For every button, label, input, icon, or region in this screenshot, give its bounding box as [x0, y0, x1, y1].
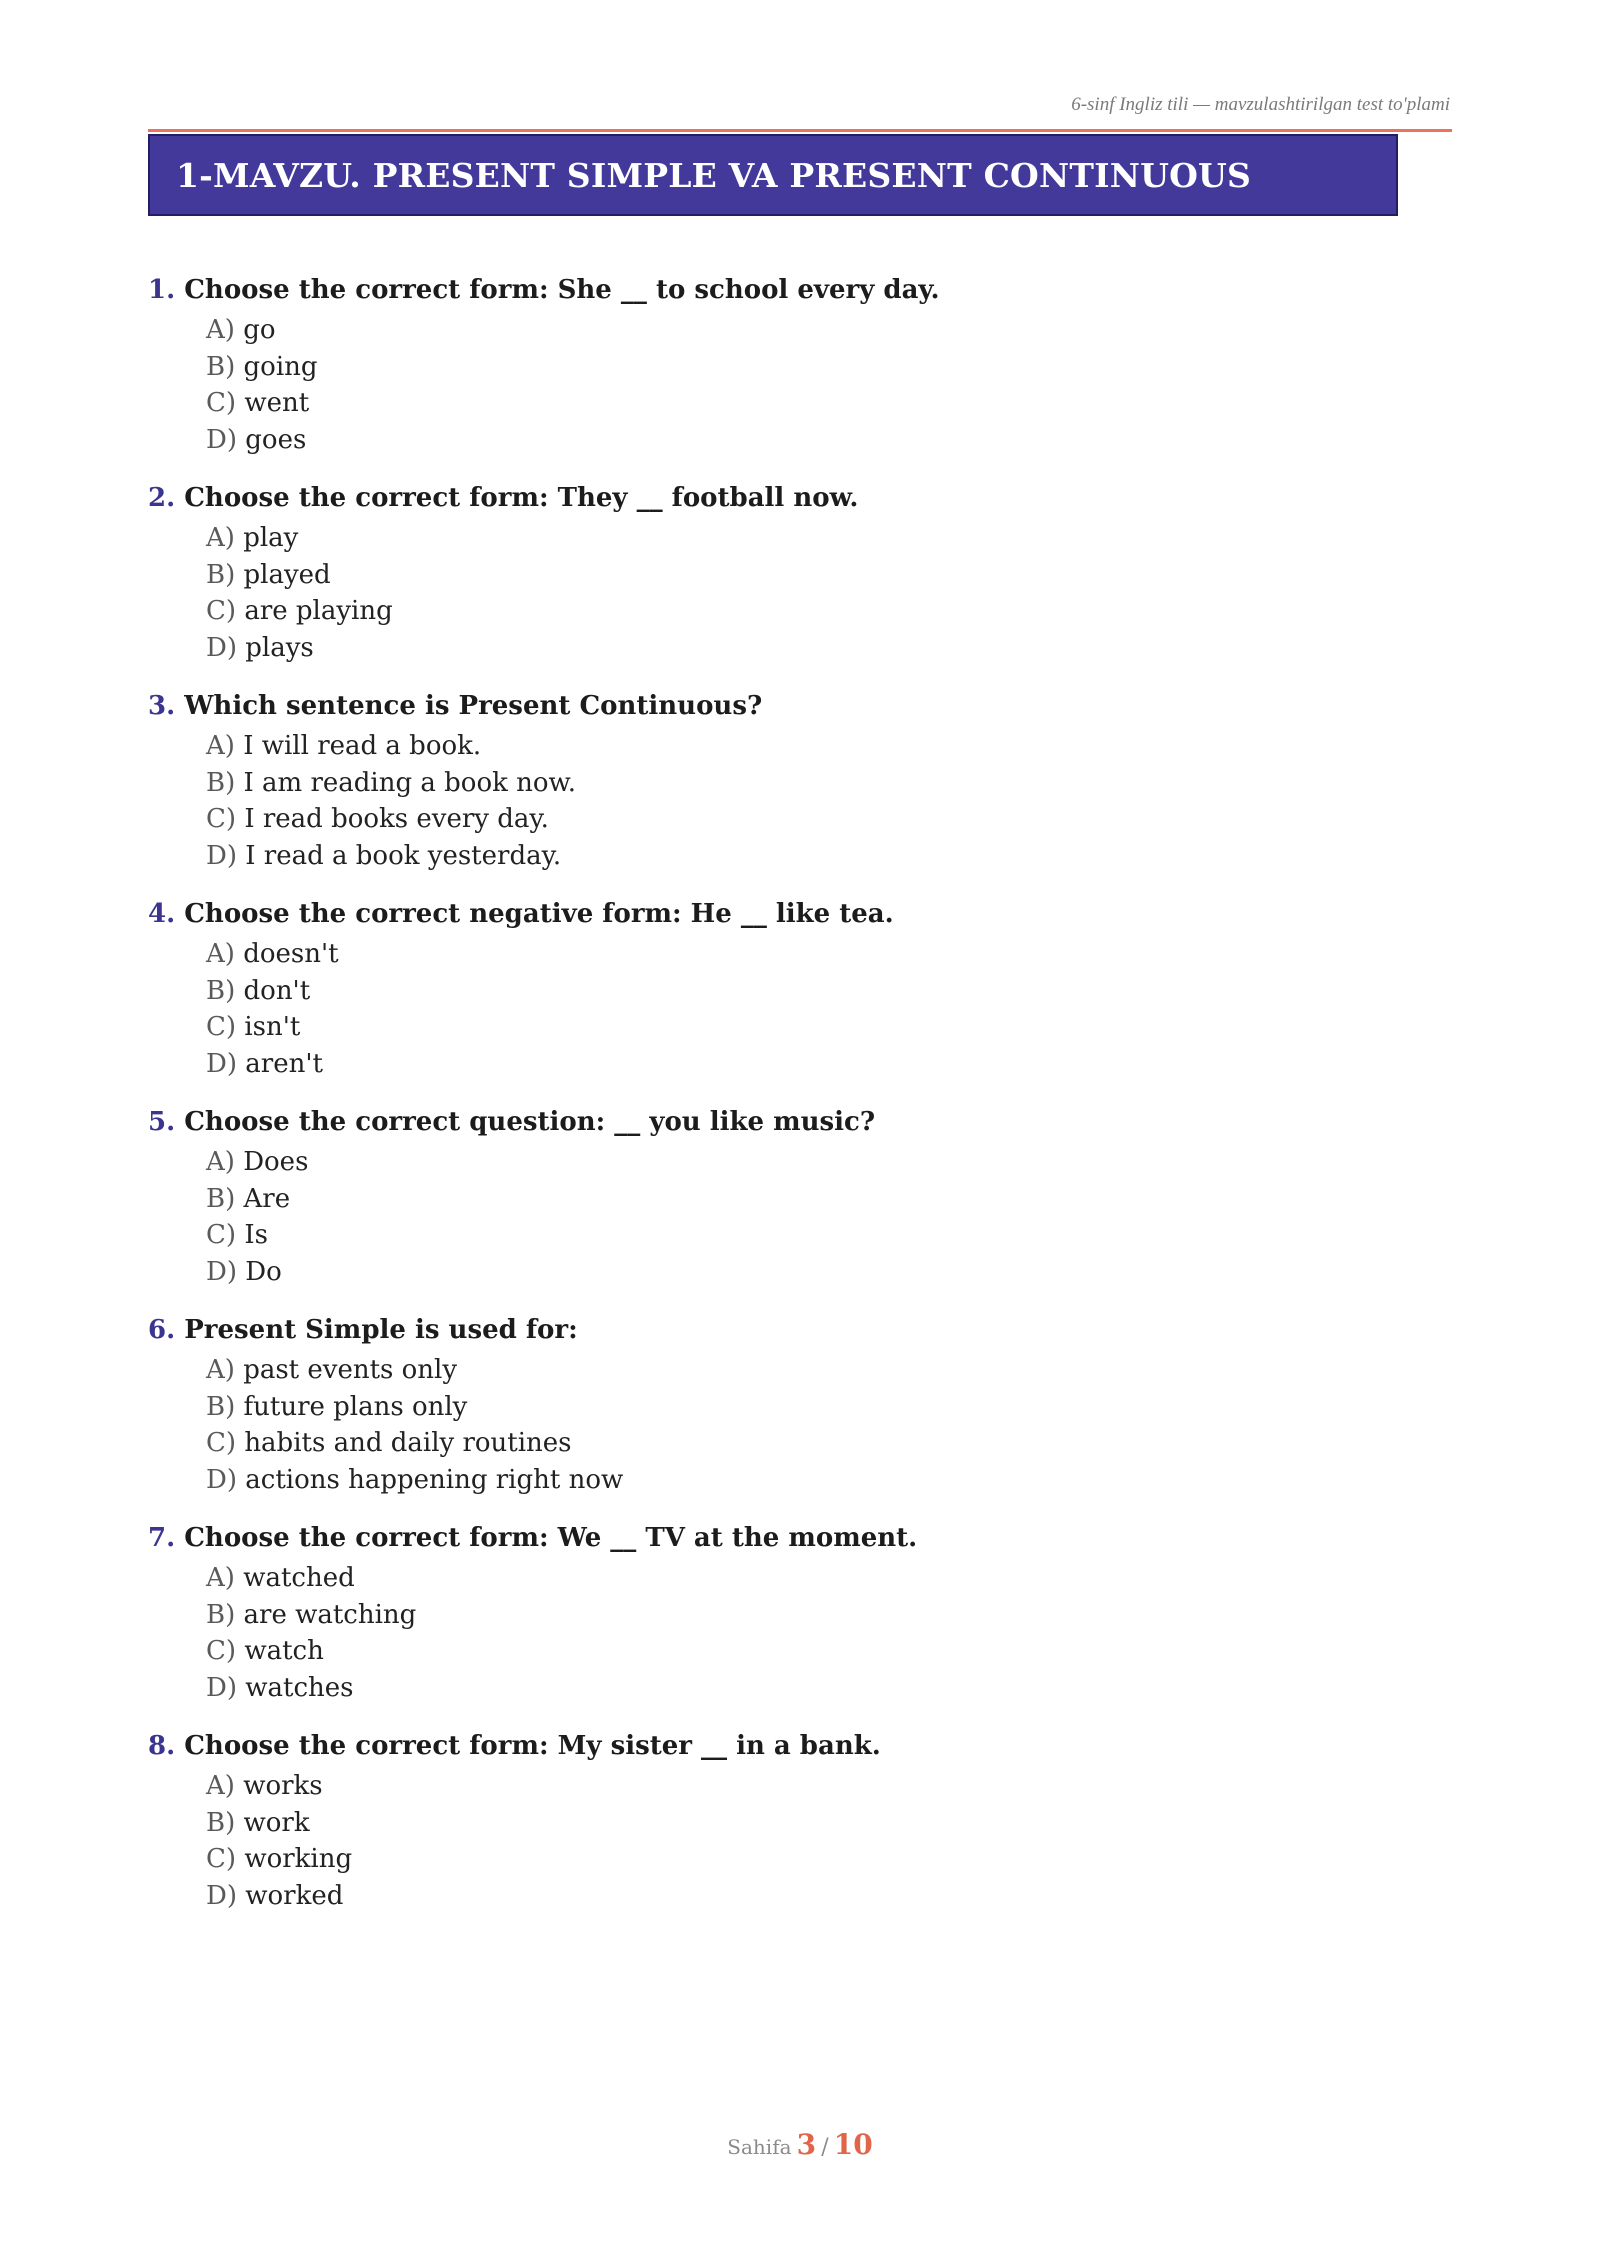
option-text: go: [243, 315, 276, 345]
question-list: [148, 268, 1398, 1932]
option-list: [148, 1352, 1398, 1498]
running-header: 6-sinf Ingliz tili — mavzulashtirilgan test to'plami: [1071, 94, 1450, 115]
option-text: are watching: [243, 1599, 417, 1630]
option-letter: D): [206, 840, 237, 871]
option-text: played: [243, 559, 331, 590]
option-letter: A): [206, 1563, 235, 1593]
option-text: play: [243, 523, 299, 553]
option-a: [206, 1144, 1398, 1181]
option-letter: B): [206, 1599, 236, 1630]
header-divider: [148, 129, 1452, 132]
question-2: [148, 476, 1398, 684]
option-a: [206, 1352, 1398, 1389]
option-letter: C): [206, 1636, 237, 1667]
question-7: [148, 1516, 1398, 1724]
option-letter: D): [206, 1256, 237, 1287]
option-text: watches: [245, 1672, 354, 1703]
option-letter: B): [206, 1807, 236, 1838]
option-d: [206, 1462, 1398, 1499]
option-c: [206, 1841, 1398, 1878]
option-b: [206, 1597, 1398, 1634]
question-6: [148, 1308, 1398, 1516]
question-text: Choose the correct question: __ you like music?: [184, 1107, 876, 1137]
question-number: 5.: [148, 1107, 176, 1137]
question-number: 3.: [148, 691, 176, 721]
option-a: [206, 520, 1398, 557]
option-c: [206, 1009, 1398, 1046]
option-letter: C): [206, 596, 237, 627]
option-letter: B): [206, 559, 236, 590]
question-number: 7.: [148, 1523, 176, 1553]
option-letter: D): [206, 1672, 237, 1703]
question-number: 2.: [148, 483, 176, 513]
option-letter: C): [206, 1220, 237, 1251]
option-b: [206, 1181, 1398, 1218]
option-text: working: [244, 1844, 353, 1875]
option-text: Is: [244, 1220, 268, 1251]
option-text: plays: [245, 632, 314, 663]
option-text: watch: [244, 1636, 324, 1667]
option-letter: C): [206, 1428, 237, 1459]
question-text: Choose the correct form: She __ to school every day.: [184, 275, 940, 305]
option-letter: A): [206, 523, 235, 553]
option-text: I read books every day.: [244, 804, 549, 835]
option-a: [206, 1768, 1398, 1805]
question-stem: [148, 476, 1398, 520]
option-b: [206, 557, 1398, 594]
option-b: [206, 1805, 1398, 1842]
option-b: [206, 349, 1398, 386]
option-text: are playing: [244, 596, 393, 627]
option-letter: A): [206, 315, 235, 345]
option-text: I am reading a book now.: [243, 767, 576, 798]
option-a: [206, 312, 1398, 349]
option-letter: A): [206, 1355, 235, 1385]
option-b: [206, 765, 1398, 802]
question-stem: [148, 892, 1398, 936]
option-c: [206, 1633, 1398, 1670]
option-c: [206, 801, 1398, 838]
option-d: [206, 1254, 1398, 1291]
option-text: work: [243, 1807, 310, 1838]
current-page-number: 3: [796, 2128, 817, 2161]
option-text: going: [243, 351, 318, 382]
option-text: Are: [243, 1183, 291, 1214]
topic-title: 1-MAVZU. PRESENT SIMPLE VA PRESENT CONTINUOUS: [176, 155, 1252, 195]
question-text: Present Simple is used for:: [184, 1315, 578, 1345]
option-letter: C): [206, 1012, 237, 1043]
option-text: works: [243, 1771, 323, 1801]
total-pages: 10: [833, 2128, 873, 2161]
option-d: [206, 1046, 1398, 1083]
option-text: isn't: [244, 1012, 301, 1043]
page-footer: [0, 2128, 1600, 2161]
option-text: past events only: [243, 1355, 458, 1385]
option-list: [148, 936, 1398, 1082]
option-a: [206, 936, 1398, 973]
option-text: went: [244, 388, 310, 419]
question-number: 4.: [148, 899, 176, 929]
option-d: [206, 630, 1398, 667]
topic-title-banner: [148, 134, 1398, 216]
question-text: Choose the correct form: They __ football now.: [184, 483, 859, 513]
option-text: I will read a book.: [243, 731, 482, 761]
question-stem: [148, 1100, 1398, 1144]
question-text: Choose the correct form: We __ TV at the moment.: [184, 1523, 918, 1553]
question-stem: [148, 1724, 1398, 1768]
option-letter: D): [206, 1464, 237, 1495]
question-stem: [148, 268, 1398, 312]
option-letter: A): [206, 1147, 235, 1177]
option-letter: D): [206, 424, 237, 455]
option-list: [148, 312, 1398, 458]
option-d: [206, 1878, 1398, 1915]
option-text: aren't: [245, 1048, 323, 1079]
option-text: don't: [243, 975, 311, 1006]
option-letter: B): [206, 1391, 236, 1422]
option-letter: B): [206, 1183, 236, 1214]
option-b: [206, 1389, 1398, 1426]
option-letter: C): [206, 388, 237, 419]
option-text: doesn't: [243, 939, 339, 969]
question-text: Which sentence is Present Continuous?: [184, 691, 763, 721]
question-5: [148, 1100, 1398, 1308]
question-3: [148, 684, 1398, 892]
option-c: [206, 1425, 1398, 1462]
option-text: I read a book yesterday.: [245, 840, 562, 871]
option-letter: D): [206, 1880, 237, 1911]
option-text: future plans only: [243, 1391, 468, 1422]
question-stem: [148, 684, 1398, 728]
page-separator: /: [821, 2135, 829, 2160]
option-list: [148, 728, 1398, 874]
question-number: 1.: [148, 275, 176, 305]
option-a: [206, 1560, 1398, 1597]
option-d: [206, 422, 1398, 459]
question-text: Choose the correct form: My sister __ in a bank.: [184, 1731, 881, 1761]
option-letter: D): [206, 1048, 237, 1079]
option-letter: D): [206, 632, 237, 663]
option-text: worked: [245, 1880, 344, 1911]
option-letter: A): [206, 1771, 235, 1801]
option-text: goes: [245, 424, 307, 455]
option-list: [148, 1768, 1398, 1914]
option-d: [206, 838, 1398, 875]
option-letter: A): [206, 939, 235, 969]
option-d: [206, 1670, 1398, 1707]
option-a: [206, 728, 1398, 765]
option-letter: B): [206, 975, 236, 1006]
option-letter: B): [206, 767, 236, 798]
option-letter: C): [206, 804, 237, 835]
option-list: [148, 520, 1398, 666]
option-c: [206, 593, 1398, 630]
question-text: Choose the correct negative form: He __ like tea.: [184, 899, 894, 929]
question-stem: [148, 1308, 1398, 1352]
question-number: 6.: [148, 1315, 176, 1345]
option-letter: A): [206, 731, 235, 761]
question-1: [148, 268, 1398, 476]
question-number: 8.: [148, 1731, 176, 1761]
option-text: Does: [243, 1147, 309, 1177]
option-c: [206, 385, 1398, 422]
option-text: actions happening right now: [245, 1464, 624, 1495]
option-text: Do: [245, 1256, 282, 1287]
question-4: [148, 892, 1398, 1100]
option-b: [206, 973, 1398, 1010]
option-list: [148, 1144, 1398, 1290]
page-label: Sahifa: [727, 2135, 792, 2159]
question-stem: [148, 1516, 1398, 1560]
option-c: [206, 1217, 1398, 1254]
option-text: habits and daily routines: [244, 1428, 572, 1459]
question-8: [148, 1724, 1398, 1932]
option-text: watched: [243, 1563, 355, 1593]
option-list: [148, 1560, 1398, 1706]
option-letter: B): [206, 351, 236, 382]
option-letter: C): [206, 1844, 237, 1875]
